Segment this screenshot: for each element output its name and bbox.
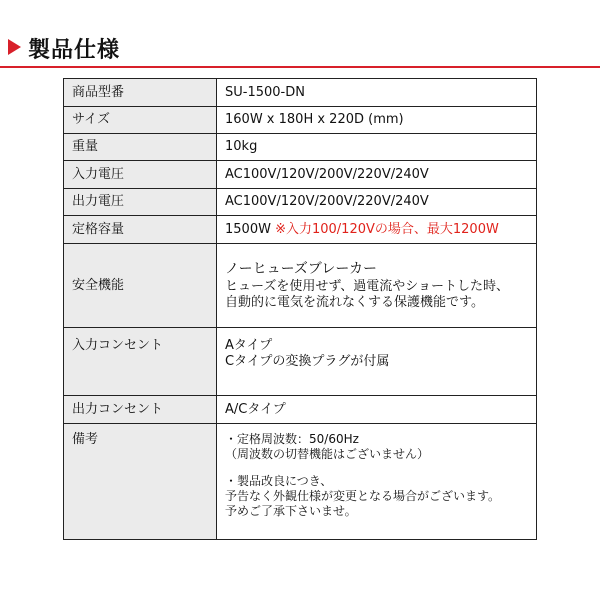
row-label: 入力コンセント [64, 328, 217, 396]
table-row [64, 328, 537, 396]
header-divider [0, 66, 600, 68]
table-row [64, 79, 537, 107]
row-value [217, 328, 537, 396]
row-label: 安全機能 [64, 244, 217, 328]
capacity-note: ※入力100/120Vの場合、最大1200W [275, 221, 499, 237]
row-value [217, 216, 537, 244]
spec-table [63, 78, 537, 540]
row-label: サイズ [64, 107, 217, 134]
row-value: AC100V/120V/200V/220V/240V [217, 161, 537, 189]
table-row [64, 216, 537, 244]
row-label: 商品型番 [64, 79, 217, 107]
section-title: 製品仕様 [28, 38, 121, 63]
row-label: 出力電圧 [64, 189, 217, 216]
row-value: AC100V/120V/200V/220V/240V [217, 189, 537, 216]
row-value: SU-1500-DN [217, 79, 537, 107]
row-value [217, 424, 537, 540]
section-header [0, 30, 600, 66]
row-label: 重量 [64, 134, 217, 161]
table-row [64, 107, 537, 134]
row-value: 10kg [217, 134, 537, 161]
capacity-value: 1500W [225, 221, 271, 237]
table-row [64, 189, 537, 216]
row-label: 出力コンセント [64, 396, 217, 424]
safety-detail: ヒューズを使用せず、過電流やショートした時、 自動的に電気を流れなくする保護機能です。 [225, 278, 510, 310]
row-label: 入力電圧 [64, 161, 217, 189]
table-row [64, 424, 537, 540]
table-row [64, 161, 537, 189]
row-label: 定格容量 [64, 216, 217, 244]
triangle-right-icon [8, 39, 21, 55]
table-row [64, 134, 537, 161]
row-value: A/Cタイプ [217, 396, 537, 424]
row-value: 160W x 180H x 220D (mm) [217, 107, 537, 134]
table-row [64, 396, 537, 424]
remarks-frequency: ・定格周波数：50/60Hz （周波数の切替機能はございません） [225, 432, 430, 461]
remarks-notice: ・製品改良につき、 予告なく外観仕様が変更となる場合がございます。 予めご了承下さいませ。 [225, 474, 501, 518]
row-value [217, 244, 537, 328]
table-row [64, 244, 537, 328]
safety-lead: ノーヒューズブレーカー [225, 260, 378, 277]
row-label: 備考 [64, 424, 217, 540]
input-outlet-value: Aタイプ Cタイプの変換プラグが付属 [225, 338, 390, 369]
